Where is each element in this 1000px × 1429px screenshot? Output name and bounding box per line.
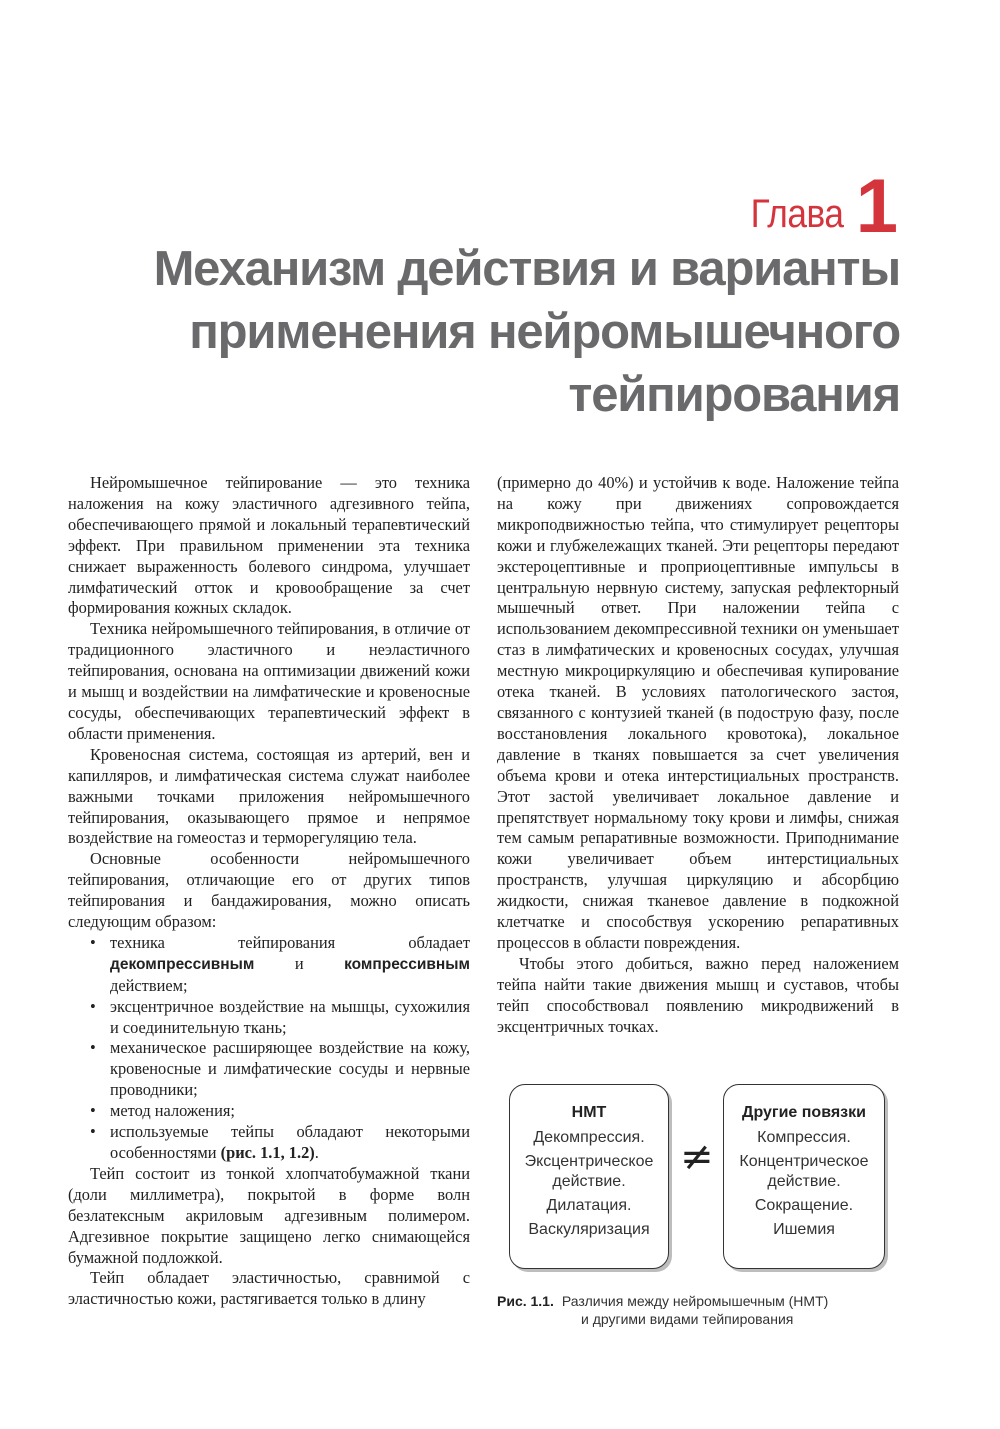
figure-1-1 <box>497 1084 901 1292</box>
right-column <box>497 473 899 1037</box>
box-line: действие. <box>552 1173 626 1190</box>
paragraph: Нейромышечное тейпирование — это техника наложения на кожу эластичного адгезивного тейпа, обеспечивающего прямой и локальный терапевтический эффект. При правильном применении эта техника снижает выраженность болевого синдрома, улучшает лимфатический отток и кровообращение за счет формирования кожных складок. <box>68 473 470 618</box>
caption-text: Различия между нейромышечным (НМТ) <box>561 1293 829 1309</box>
title-line: Механизм действия и варианты <box>153 242 900 296</box>
not-equal-symbol: ≠ <box>680 1134 714 1180</box>
box-line: Концентрическое <box>739 1153 869 1170</box>
paragraph: Кровеносная система, состоящая из артерий, вен и капилляров, и лимфатическая система служат наиболее важными точками приложения нейромышечного тейпирования, оказывающего прямое и непрямое воздействие на гомеостаз и терморегуляцию тела. <box>68 744 470 848</box>
other-bandages-box <box>723 1084 885 1269</box>
list-item-text: техника тейпирования обладает <box>110 932 470 952</box>
list-item <box>68 933 470 997</box>
list-item: • механическое расширяющее воздействие на кожу, кровеносные и лимфатические сосуды и нервные проводники; <box>68 1038 470 1101</box>
left-column <box>68 473 470 1310</box>
box-line: действие. <box>767 1173 841 1190</box>
box-title: НМТ <box>571 1104 607 1121</box>
paragraph: (примерно до 40%) и устойчив к воде. Наложение тейпа на кожу при движениях сопровождается микроподвижностью тейпа, что стимулирует рецепторы кожи и глубжележащих тканей. Эти рецепторы передают экстероцептивные и проприоцептивные импульсы в центральную нервную систему, запуская рефлекторный мышечный ответ. При наложении тейпа с использованием декомпрессивной техники он уменьшает стаз в лимфатических и кровеносных сосудах, улучшая местную микроциркуляцию и обеспечивая купирование отека тканей. В условиях патологического застоя, связанного с контузией тканей (в подострую фазу, после восстановления локального кровотока), локальное давление в тканях повышается за счет увеличения объема крови и отека интерстициальных пространств. Этот застой увеличивает локальное давление и препятствует нормальному току крови и лимфы, снижая тем самым репаративные возможности. Приподнимание кожи увеличивает объем интерстициальных пространств, улучшая циркуляцию и абсорбцию жидкости, снижая тканевое давление в подкожной клетчатке и способствуя ускорению репаративных процессов в области повреждения. <box>497 473 899 952</box>
caption-text: и другими видами тейпирования <box>581 1311 794 1327</box>
list-item: • эксцентричное воздействие на мышцы, сухожилия и соединительную ткань; <box>68 997 470 1039</box>
list-item: • метод наложения; <box>68 1101 470 1122</box>
paragraph: Техника нейромышечного тейпирования, в отличие от традиционного эластичного и неэластичного тейпирования, основана на оптимизации движений кожи и мышц и воздействии на лимфатические и кровеносные сосуды, обеспечивающих терапевтический эффект в области применения. <box>68 619 470 743</box>
nmt-box <box>509 1084 669 1269</box>
box-line: Декомпрессия. <box>533 1129 645 1146</box>
figure-caption <box>497 1292 901 1328</box>
box-line: Васкуляризация <box>528 1221 650 1238</box>
box-line: Сокращение. <box>754 1197 854 1214</box>
chapter-word: Глава <box>750 192 844 236</box>
box-title: Другие повязки <box>742 1104 866 1121</box>
list-item-text: используемые тейпы обладают некоторыми особенностями <box>110 1122 470 1162</box>
list-item-text: и <box>254 953 345 973</box>
features-list <box>68 933 470 1164</box>
caption-label: Рис. 1.1. <box>497 1293 554 1309</box>
chapter-heading <box>738 160 898 250</box>
list-item <box>68 1122 470 1164</box>
paragraph: Тейп обладает эластичностью, сравнимой с эластичностью кожи, растягивается только в длину <box>68 1268 470 1309</box>
title-line: применения нейромышечного <box>189 305 900 359</box>
paragraph: Тейп состоит из тонкой хлопчатобумажной ткани (доли миллиметра), покрытой в форме волн безлатексным акриловым адгезивным полимером. Адгезивное покрытие защищено легко снимающейся бумажной подложкой. <box>68 1163 470 1267</box>
paragraph: Основные особенности нейромышечного тейпирования, отличающие его от других типов тейпирования и бандажирования, можно описать следующим образом: <box>68 849 470 932</box>
box-line: Дилатация. <box>546 1197 632 1214</box>
box-line: Ишемия <box>773 1221 835 1238</box>
list-item-text: . <box>314 1143 319 1162</box>
bold-term: декомпрессивным <box>110 955 255 973</box>
box-line: Компрессия. <box>757 1129 851 1146</box>
list-item-text: действием; <box>110 975 188 995</box>
box-line: Эксцентрическое <box>524 1153 654 1170</box>
title-line: тейпирования <box>568 368 900 422</box>
bold-term: компрессивным <box>344 955 470 973</box>
figure-reference: (рис. 1.1, 1.2) <box>220 1143 315 1162</box>
chapter-title <box>80 238 900 427</box>
chapter-number: 1 <box>855 164 898 250</box>
paragraph: Чтобы этого добиться, важно перед наложением тейпа найти такие движения мышц и суставов, чтобы тейп способствовал появлению микродвижений в эксцентричных точках. <box>497 953 899 1036</box>
